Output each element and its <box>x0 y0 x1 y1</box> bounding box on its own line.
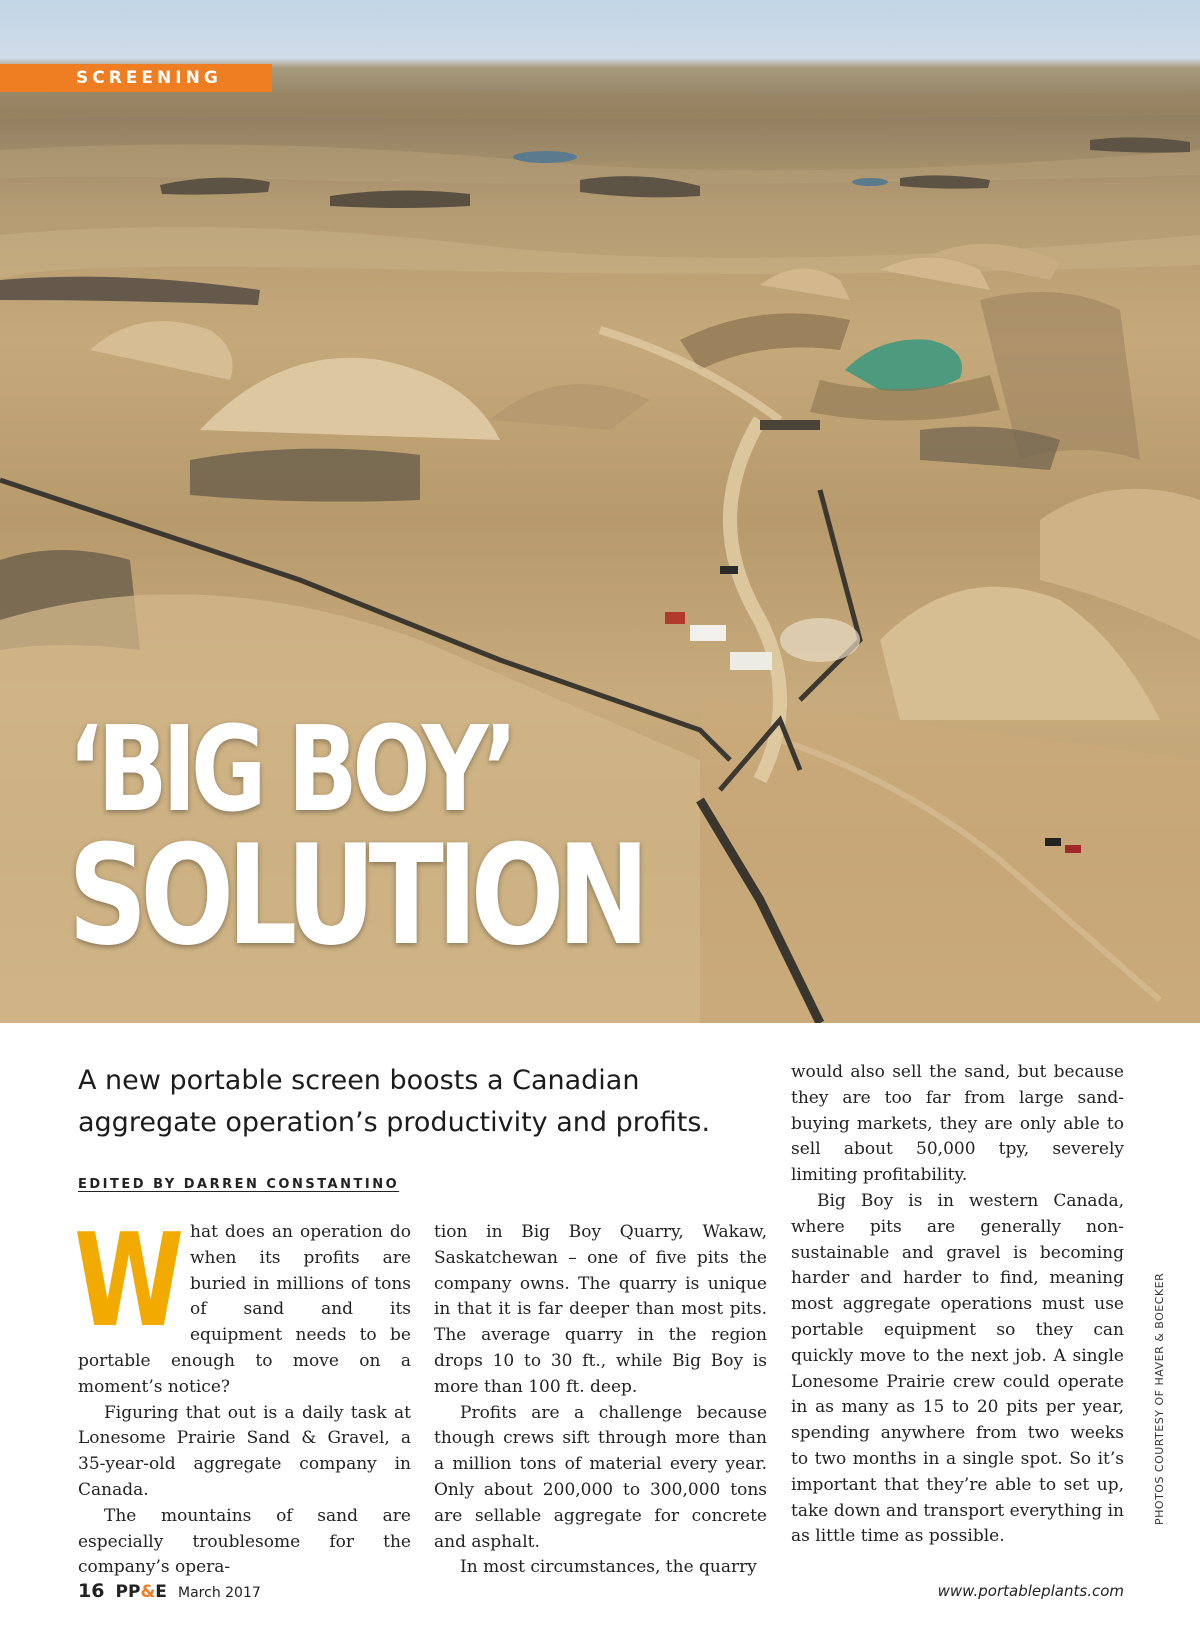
brand-left: PP <box>115 1582 141 1602</box>
article-deck: A new portable screen boosts a Canadian aggregate operation’s productivity and profits. <box>78 1065 711 1138</box>
footer-folio <box>78 1580 261 1602</box>
article-column-1 <box>74 1207 411 1581</box>
paragraph: Profits are a challenge because though crews sift through more than a million tons of material every year. Only about 200,000 to 300,000 tons are sellable aggregate for concrete and asphalt. <box>434 1402 767 1552</box>
website-link[interactable]: www.portableplants.com <box>937 1582 1124 1600</box>
issue-date: March 2017 <box>178 1585 261 1601</box>
brand-ampersand: & <box>140 1582 156 1602</box>
brand-right: E <box>155 1582 167 1602</box>
byline: EDITED BY DARREN CONSTANTINO <box>78 1177 400 1192</box>
paragraph: In most circumstances, the quarry <box>460 1557 757 1578</box>
paragraph: Figuring that out is a daily task at Lonesome Prairie Sand & Gravel, a 35-year-old aggregate company in Canada. <box>78 1402 411 1500</box>
section-tag <box>0 64 272 92</box>
dropcap: W <box>74 1207 185 1356</box>
paragraph: Big Boy is in western Canada, where pits are generally non-sustainable and gravel is becoming harder and harder to find, meaning most aggregate operations must use portable equipment so they can quickly move to the next job. A single Lonesome Prairie crew could operate in as many as 15 to 20 pits per year, spending anywhere from two weeks to two months in a single spot. So it’s important that they’re able to set up, take down and transport everything in as little time as possible. <box>791 1190 1124 1547</box>
magazine-brand <box>116 1582 167 1602</box>
photo-credit: PHOTOS COURTESY OF HAVER & BOECKER <box>1153 1272 1166 1525</box>
paragraph: would also sell the sand, but because they are too far from large sand-buying markets, they are only able to sell about 50,000 tpy, severely limiting profitability. <box>791 1062 1124 1186</box>
page-number: 16 <box>78 1580 105 1602</box>
section-tag-label: SCREENING <box>76 68 222 88</box>
paragraph: hat does an operation do when its profits are buried in millions of tons of sand and its equipment needs to be portable enough to move on a moment’s notice? <box>78 1222 411 1397</box>
article-column-2 <box>434 1220 767 1581</box>
headline <box>68 700 788 976</box>
headline-line-2: SOLUTION <box>68 814 643 976</box>
paragraph: tion in Big Boy Quarry, Wakaw, Saskatchewan – one of five pits the company owns. The quarry is unique in that it is far deeper than most pits. The average quarry in the region drops 10 to 30 ft., while Big Boy is more than 100 ft. deep. <box>434 1222 767 1397</box>
article-column-3 <box>791 1060 1124 1550</box>
paragraph: The mountains of sand are especially troublesome for the company’s opera- <box>78 1505 411 1578</box>
headline-line-1: ‘BIG BOY’ <box>68 700 513 838</box>
